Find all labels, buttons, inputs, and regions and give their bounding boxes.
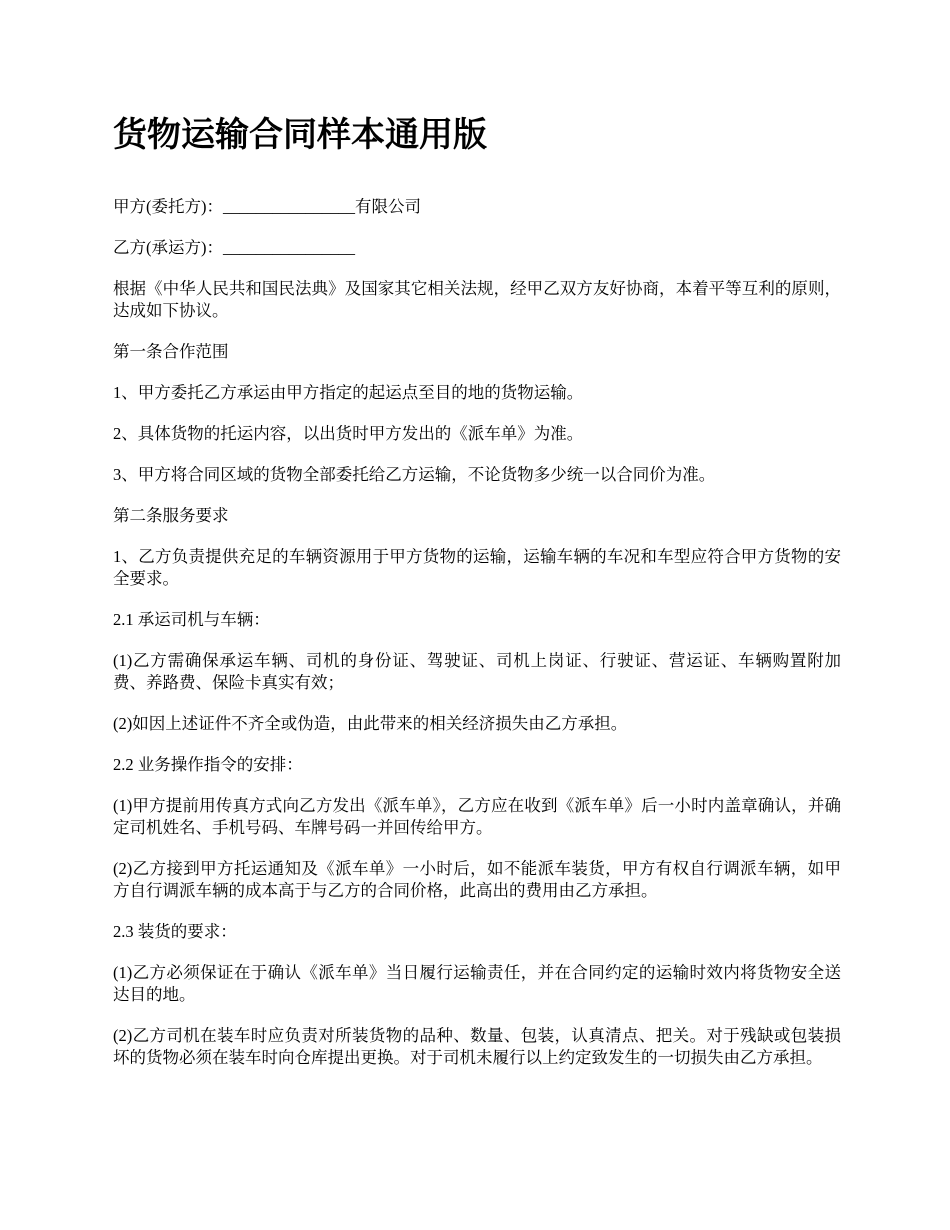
clause-paragraph: (2)如因上述证件不齐全或伪造，由此带来的相关经济损失由乙方承担。 bbox=[113, 714, 628, 733]
party-b-line: 乙方(承运方)：________________ bbox=[113, 238, 355, 257]
document-page bbox=[113, 112, 841, 1088]
document-body bbox=[113, 196, 841, 1069]
clause-paragraph: 2、具体货物的托运内容，以出货时甲方发出的《派车单》为准。 bbox=[113, 424, 584, 443]
clause-paragraph: 1、甲方委托乙方承运由甲方指定的起运点至目的地的货物运输。 bbox=[113, 383, 584, 402]
preamble-paragraph: 根据《中华人民共和国民法典》及国家其它相关法规，经甲乙双方友好协商，本着平等互利的原则，达成如下协议。 bbox=[113, 279, 841, 320]
subsection-heading: 2.2 业务操作指令的安排： bbox=[113, 755, 303, 774]
clause-paragraph: (2)乙方接到甲方托运通知及《派车单》一小时后，如不能派车装货，甲方有权自行调派车辆，如甲方自行调派车辆的成本高于与乙方的合同价格，此高出的费用由乙方承担。 bbox=[113, 859, 841, 900]
clause-paragraph: 1、乙方负责提供充足的车辆资源用于甲方货物的运输，运输车辆的车况和车型应符合甲方货物的安全要求。 bbox=[113, 547, 841, 588]
document-title: 货物运输合同样本通用版 bbox=[113, 115, 487, 155]
clause-paragraph: (1)乙方需确保承运车辆、司机的身份证、驾驶证、司机上岗证、行驶证、营运证、车辆购置附加费、养路费、保险卡真实有效； bbox=[113, 651, 841, 692]
party-a-line: 甲方(委托方)：________________有限公司 bbox=[113, 197, 421, 216]
clause-paragraph: (2)乙方司机在装车时应负责对所装货物的品种、数量、包装，认真清点、把关。对于残缺或包装损坏的货物必须在装车时向仓库提出更换。对于司机未履行以上约定致发生的一切损失由乙方承担。 bbox=[113, 1026, 841, 1067]
clause-paragraph: (1)甲方提前用传真方式向乙方发出《派车单》，乙方应在收到《派车单》后一小时内盖章确认，并确定司机姓名、手机号码、车牌号码一并回传给甲方。 bbox=[113, 796, 841, 837]
clause-paragraph: 3、甲方将合同区域的货物全部委托给乙方运输，不论货物多少统一以合同价为准。 bbox=[113, 465, 716, 484]
section-heading: 第二条服务要求 bbox=[113, 506, 229, 525]
section-heading: 第一条合作范围 bbox=[113, 342, 229, 361]
subsection-heading: 2.1 承运司机与车辆： bbox=[113, 610, 270, 629]
subsection-heading: 2.3 装货的要求： bbox=[113, 922, 237, 941]
clause-paragraph: (1)乙方必须保证在于确认《派车单》当日履行运输责任，并在合同约定的运输时效内将货物安全送达目的地。 bbox=[113, 963, 841, 1004]
